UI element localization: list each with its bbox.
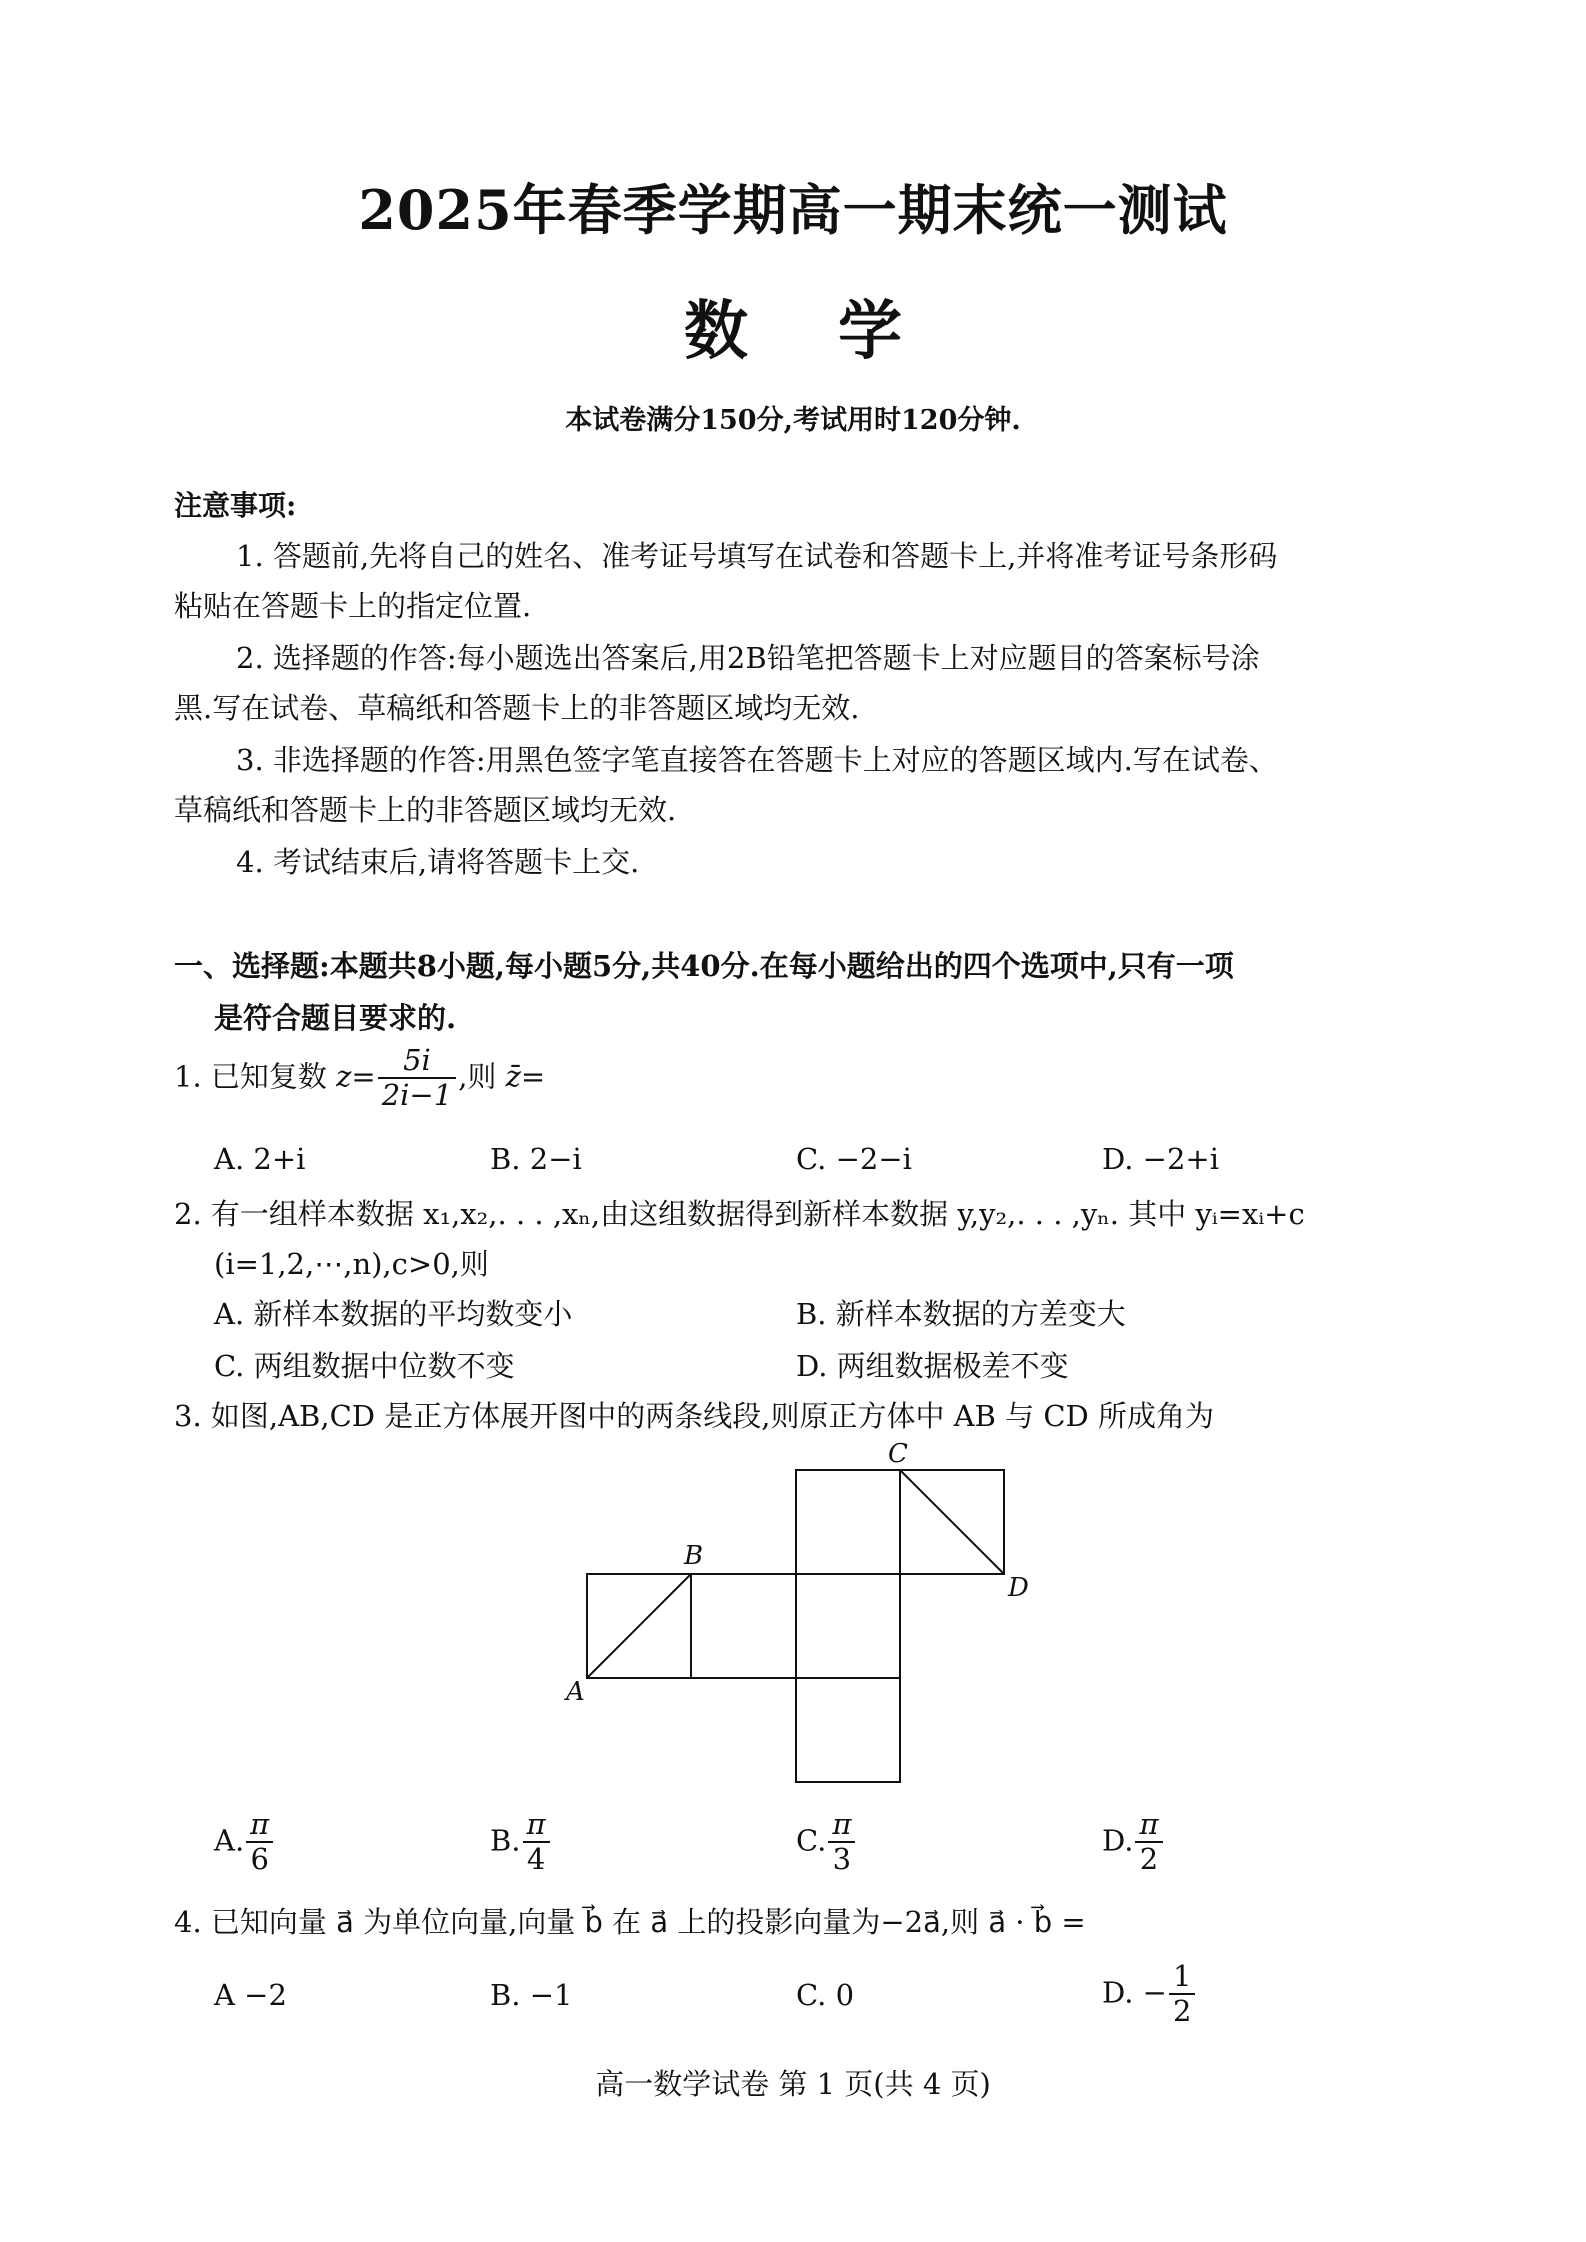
q1-suffix: ,则 [458,1059,506,1094]
label-d: D [1008,1573,1029,1603]
q1-numerator: 5i [378,1044,456,1079]
q4-option-d-prefix: D. − [1102,1975,1167,2010]
q1-option-c: C. −2−i [796,1142,912,1176]
q1-zbar: z̄ [505,1059,521,1094]
q4-stem: 4. 已知向量 a⃗ 为单位向量,向量 b⃗ 在 a⃗ 上的投影向量为−2a⃗,则 a⃗ · b⃗ = [174,1905,1086,1939]
q1-option-d: D. −2+i [1102,1142,1219,1176]
net-square-3 [796,1574,900,1678]
q3-option-b-letter: B. [490,1823,521,1858]
q2-stem-line1: 2. 有一组样本数据 x₁,x₂,. . . ,xₙ,由这组数据得到新样本数据 y,y₂,. . . ,yₙ. 其中 yᵢ=xᵢ+c [174,1197,1305,1231]
segment-ab [587,1574,691,1678]
q3-option-c-num: π [828,1808,855,1843]
q1-eq: = [351,1059,376,1094]
q3-option-a-num: π [246,1808,273,1843]
q3-option-c-den: 3 [832,1842,852,1877]
notice-item-3-line1: 3. 非选择题的作答:用黑色签字笔直接答在答题卡上对应的答题区域内.写在试卷、 [236,743,1278,777]
page-footer: 高一数学试卷 第 1 页(共 4 页) [595,2067,991,2101]
q3-option-c [796,1808,857,1877]
q3-stem: 3. 如图,AB,CD 是正方体展开图中的两条线段,则原正方体中 AB 与 CD 所成角为 [174,1399,1215,1433]
notice-item-2-line2: 黑.写在试卷、草稿纸和答题卡上的非答题区域均无效. [174,691,860,725]
q3-option-a-letter: A. [214,1823,245,1858]
q3-option-d-den: 2 [1139,1842,1159,1877]
q3-option-a-fraction [246,1808,273,1877]
cube-net-figure [550,1438,1030,1798]
section-heading-line1: 一、选择题:本题共8小题,每小题5分,共40分.在每小题给出的四个选项中,只有一项 [174,949,1234,983]
q4-option-d [1102,1960,1197,2029]
q3-option-b-fraction [523,1808,550,1877]
q2-option-a: A. 新样本数据的平均数变小 [214,1297,573,1331]
question-1 [174,1044,545,1113]
q3-option-d [1102,1808,1165,1877]
q1-z: z [336,1059,352,1094]
q2-option-c: C. 两组数据中位数不变 [214,1349,515,1383]
net-square-top-left [796,1470,900,1574]
notice-item-4-line1: 4. 考试结束后,请将答题卡上交. [236,845,640,879]
q1-prefix: 1. 已知复数 [174,1059,337,1094]
segment-cd [900,1470,1004,1574]
q3-option-c-letter: C. [796,1823,827,1858]
q2-option-b: B. 新样本数据的方差变大 [796,1297,1126,1331]
q3-option-c-fraction [828,1808,855,1877]
q3-option-d-fraction [1135,1808,1162,1877]
q1-option-a: A. 2+i [214,1142,306,1176]
q3-option-b-den: 4 [526,1842,546,1877]
q3-option-b [490,1808,552,1877]
q4-option-d-fraction [1169,1960,1195,2029]
q4-option-a: A −2 [214,1978,287,2012]
q1-option-b: B. 2−i [490,1142,582,1176]
q4-option-c: C. 0 [796,1978,855,2012]
label-b: B [684,1541,704,1571]
notice-item-1-line1: 1. 答题前,先将自己的姓名、准考证号填写在试卷和答题卡上,并将准考证号条形码 [236,539,1278,573]
q1-tail: = [520,1059,546,1094]
q1-fraction [378,1044,456,1113]
label-a: A [566,1677,585,1707]
label-c: C [888,1439,908,1469]
net-square-bottom [796,1678,900,1782]
q3-option-b-num: π [523,1808,550,1843]
q3-option-a [214,1808,275,1877]
q3-option-d-num: π [1135,1808,1162,1843]
q4-option-d-den: 2 [1172,1994,1192,2029]
net-square-2 [691,1574,796,1678]
q2-stem-line2: (i=1,2,⋯,n),c>0,则 [214,1247,489,1281]
notice-item-3-line2: 草稿纸和答题卡上的非答题区域均无效. [174,793,677,827]
q1-denominator: 2i−1 [381,1078,453,1113]
notice-item-2-line1: 2. 选择题的作答:每小题选出答案后,用2B铅笔把答题卡上对应题目的答案标号涂 [236,641,1260,675]
section-heading-line2: 是符合题目要求的. [214,1001,457,1035]
q4-option-b: B. −1 [490,1978,573,2012]
subject-title: 数学 [684,294,992,369]
q3-option-d-letter: D. [1102,1823,1134,1858]
q4-option-d-num: 1 [1169,1960,1195,1995]
q2-option-d: D. 两组数据极差不变 [796,1349,1069,1383]
notice-heading: 注意事项: [174,489,297,522]
notice-item-1-line2: 粘贴在答题卡上的指定位置. [174,589,532,623]
q3-option-a-den: 6 [250,1842,269,1877]
exam-title: 2025年春季学期高一期末统一测试 [358,178,1228,242]
exam-info: 本试卷满分150分,考试用时120分钟. [565,405,1021,436]
